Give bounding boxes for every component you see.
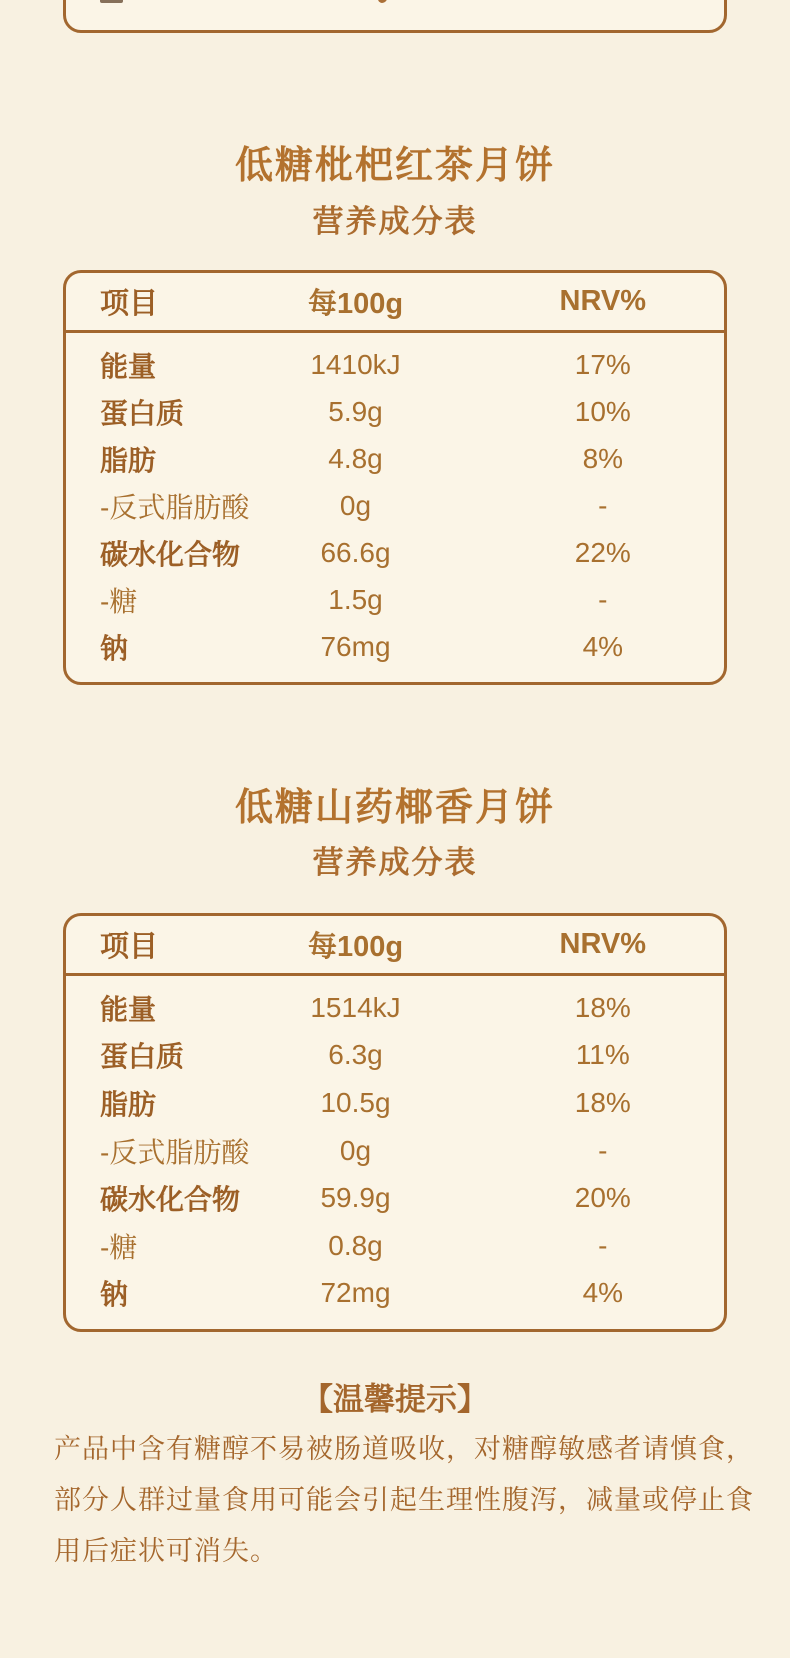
nutrient-nrv: 20% — [574, 1182, 631, 1214]
nutrition-table-subtitle: 营养成分表 — [312, 845, 478, 880]
nutrient-nrv: - — [598, 1229, 608, 1261]
nutrient-nrv: 8% — [582, 442, 624, 474]
notice-heading: 【温馨提示】 — [302, 1382, 488, 1417]
nutrient-nrv: 17% — [574, 348, 631, 380]
nutrient-nrv: 4% — [582, 1277, 624, 1309]
nutrient-value: 72mg — [320, 1277, 391, 1309]
header-item: 项目 — [100, 288, 159, 320]
header-nrv: NRV% — [559, 285, 647, 317]
nutrient-label: 脂肪 — [100, 1088, 157, 1120]
notice-line: 产品中含有糖醇不易被肠道吸收，对糖醇敏感者请慎食， — [54, 1434, 754, 1464]
nutrient-nrv: - — [598, 583, 608, 615]
nutrient-nrv: 10% — [574, 395, 631, 427]
nutrient-value: 0g — [339, 1134, 372, 1166]
nutrient-value: 66.6g — [320, 536, 391, 568]
nutrient-value: 1410kJ — [310, 348, 401, 380]
nutrient-label: 钠 — [100, 632, 129, 664]
nutrient-value: 59.9g — [320, 1182, 391, 1214]
header-per-100g: 每100g — [307, 288, 404, 320]
header-per-100g: 每100g — [307, 931, 404, 963]
nutrition-table-body — [66, 976, 724, 1329]
nutrient-label: 蛋白质 — [100, 397, 185, 429]
cutoff-text-fragment — [100, 0, 123, 3]
nutrition-row — [66, 984, 724, 1032]
nutrition-table-header — [66, 916, 724, 976]
nutrition-row — [66, 623, 724, 670]
nutrient-value: 1514kJ — [310, 991, 401, 1023]
nutrition-row — [66, 388, 724, 435]
nutrient-value: 0g — [339, 489, 372, 521]
nutrition-row — [66, 1032, 724, 1080]
nutrient-label: 碳水化合物 — [100, 1184, 241, 1216]
nutrient-label: -糖 — [100, 585, 138, 617]
nutrition-table — [63, 913, 727, 1332]
nutrition-row — [66, 435, 724, 482]
nutrient-nrv: 11% — [575, 1039, 630, 1071]
nutrient-label: -反式脂肪酸 — [100, 1136, 250, 1168]
nutrition-row — [66, 1222, 724, 1270]
nutrition-row — [66, 1127, 724, 1175]
product-title: 低糖枇杷红茶月饼 — [234, 145, 555, 187]
nutrient-label: 碳水化合物 — [100, 538, 241, 570]
nutrient-nrv: 18% — [574, 1086, 631, 1118]
nutrient-nrv: - — [598, 489, 608, 521]
product-title: 低糖山药椰香月饼 — [234, 787, 555, 829]
nutrient-label: 能量 — [100, 993, 157, 1025]
nutrient-label: -反式脂肪酸 — [100, 491, 250, 523]
nutrient-nrv: 4% — [582, 630, 624, 662]
nutrition-row — [66, 1079, 724, 1127]
nutrient-value: 5.9g — [328, 395, 383, 427]
header-item: 项目 — [100, 931, 159, 963]
nutrition-table — [63, 270, 727, 685]
nutrition-row — [66, 1269, 724, 1317]
nutrient-value: 76mg — [320, 630, 391, 662]
cutoff-text-fragment — [378, 0, 387, 3]
nutrient-label: 能量 — [100, 350, 157, 382]
previous-table-cutoff — [63, 0, 727, 33]
nutrition-row — [66, 482, 724, 529]
nutrient-value: 4.8g — [328, 442, 383, 474]
header-nrv: NRV% — [559, 928, 647, 960]
nutrition-row — [66, 529, 724, 576]
nutrient-label: 钠 — [100, 1279, 129, 1311]
nutrient-value: 6.3g — [328, 1039, 383, 1071]
nutrient-value: 1.5g — [328, 583, 383, 615]
notice-line: 部分人群过量食用可能会引起生理性腹泻，减量或停止食 — [54, 1485, 754, 1515]
nutrient-nrv: - — [598, 1134, 608, 1166]
nutrition-table-subtitle: 营养成分表 — [312, 204, 478, 239]
notice-text — [54, 1424, 754, 1577]
nutrition-table-body — [66, 333, 724, 682]
nutrient-nrv: 22% — [574, 536, 631, 568]
nutrition-row — [66, 576, 724, 623]
nutrient-label: 脂肪 — [100, 444, 157, 476]
nutrition-table-header — [66, 273, 724, 333]
nutrient-label: -糖 — [100, 1231, 138, 1263]
nutrient-value: 10.5g — [320, 1086, 391, 1118]
notice-line: 用后症状可消失。 — [54, 1536, 278, 1566]
nutrient-nrv: 18% — [574, 991, 631, 1023]
nutrition-row — [66, 1174, 724, 1222]
nutrient-label: 蛋白质 — [100, 1041, 185, 1073]
nutrition-row — [66, 341, 724, 388]
nutrient-value: 0.8g — [328, 1229, 383, 1261]
